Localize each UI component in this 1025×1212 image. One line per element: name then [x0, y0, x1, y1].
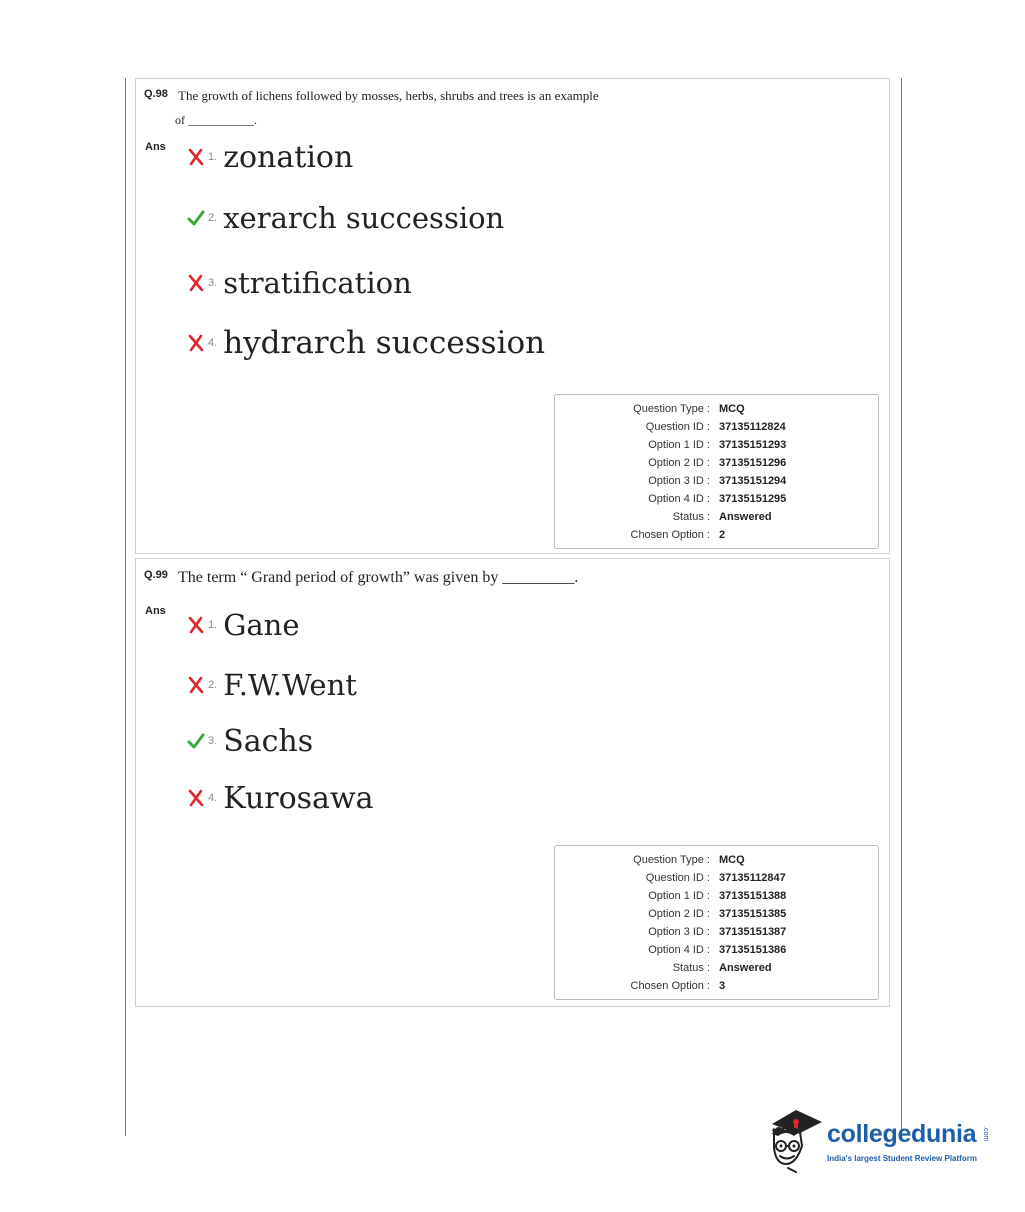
meta-value: 37135112824	[719, 421, 786, 433]
meta-value: 37135151293	[719, 439, 787, 451]
meta-value: Answered	[719, 962, 772, 974]
answer-label: Ans	[145, 141, 166, 153]
cross-icon	[186, 788, 206, 808]
question-text-blank: of ___________.	[175, 113, 257, 127]
option-3	[186, 258, 412, 308]
option-number: 1.	[208, 151, 218, 163]
meta-label: Option 2 ID :	[648, 457, 710, 469]
cross-icon	[186, 675, 206, 695]
option-text: F.W.Went	[223, 668, 357, 702]
option-text: stratification	[223, 266, 412, 300]
option-number: 1.	[208, 619, 218, 631]
meta-label: Option 2 ID :	[648, 908, 710, 920]
meta-label: Question ID :	[645, 421, 710, 433]
option-text: Sachs	[223, 723, 314, 759]
meta-label: Option 4 ID :	[648, 493, 710, 505]
option-4	[186, 318, 545, 368]
meta-value: 37135151387	[719, 926, 787, 938]
question-number: Q.99	[144, 569, 168, 581]
option-3	[186, 716, 313, 766]
meta-label: Option 3 ID :	[648, 475, 710, 487]
option-number: 4.	[208, 792, 218, 804]
cross-icon	[186, 333, 206, 353]
option-number: 2.	[208, 679, 218, 691]
option-number: 3.	[208, 277, 218, 289]
meta-label: Question Type :	[633, 403, 710, 415]
option-text: xerarch succession	[223, 201, 505, 235]
meta-value: 37135151385	[719, 908, 787, 920]
meta-label: Option 1 ID :	[648, 439, 710, 451]
option-number: 3.	[208, 735, 218, 747]
logo-wordmark: collegedunia	[827, 1120, 977, 1148]
option-2	[186, 193, 504, 243]
meta-value: 37135112847	[719, 872, 786, 884]
meta-value: 37135151388	[719, 890, 787, 902]
meta-label: Option 4 ID :	[648, 944, 710, 956]
meta-label: Chosen Option :	[630, 529, 710, 541]
meta-label: Status :	[672, 962, 710, 974]
cross-icon	[186, 147, 206, 167]
meta-label: Option 1 ID :	[648, 890, 710, 902]
meta-value: 37135151295	[719, 493, 787, 505]
option-text: Gane	[223, 608, 300, 642]
meta-value: MCQ	[719, 854, 745, 866]
meta-label: Status :	[672, 511, 710, 523]
page-right-rule	[901, 78, 902, 1136]
check-icon	[186, 731, 206, 751]
question-number: Q.98	[144, 88, 168, 100]
cross-icon	[186, 615, 206, 635]
logo-tagline: India's largest Student Review Platform	[827, 1154, 977, 1163]
option-number: 4.	[208, 337, 218, 349]
mascot-icon	[766, 1102, 824, 1174]
question-metadata-panel	[554, 394, 879, 549]
option-text: hydrarch succession	[223, 325, 546, 361]
meta-value: 2	[719, 529, 726, 541]
meta-value: 37135151296	[719, 457, 787, 469]
answer-label: Ans	[145, 605, 166, 617]
question-card-99	[135, 558, 890, 1007]
check-icon	[186, 208, 206, 228]
option-1	[186, 600, 299, 650]
logo-dotcom: .com	[982, 1126, 989, 1142]
cross-icon	[186, 273, 206, 293]
meta-value: 3	[719, 980, 726, 992]
option-text: Kurosawa	[223, 780, 374, 816]
meta-value: 37135151386	[719, 944, 787, 956]
question-card-98	[135, 78, 890, 554]
meta-label: Question ID :	[645, 872, 710, 884]
question-metadata-panel	[554, 845, 879, 1000]
page-left-rule	[125, 78, 126, 1136]
meta-label: Chosen Option :	[630, 980, 710, 992]
meta-label: Question Type :	[633, 854, 710, 866]
option-text: zonation	[223, 139, 354, 175]
option-2	[186, 660, 357, 710]
question-text: The growth of lichens followed by mosses, herbs, shrubs and trees is an example	[178, 88, 599, 103]
meta-value: MCQ	[719, 403, 745, 415]
option-1	[186, 132, 353, 182]
option-4	[186, 773, 374, 823]
meta-value: Answered	[719, 511, 772, 523]
meta-label: Option 3 ID :	[648, 926, 710, 938]
meta-value: 37135151294	[719, 475, 787, 487]
question-text: The term “ Grand period of growth” was given by _________.	[178, 569, 579, 586]
option-number: 2.	[208, 212, 218, 224]
collegedunia-logo	[766, 1102, 996, 1182]
